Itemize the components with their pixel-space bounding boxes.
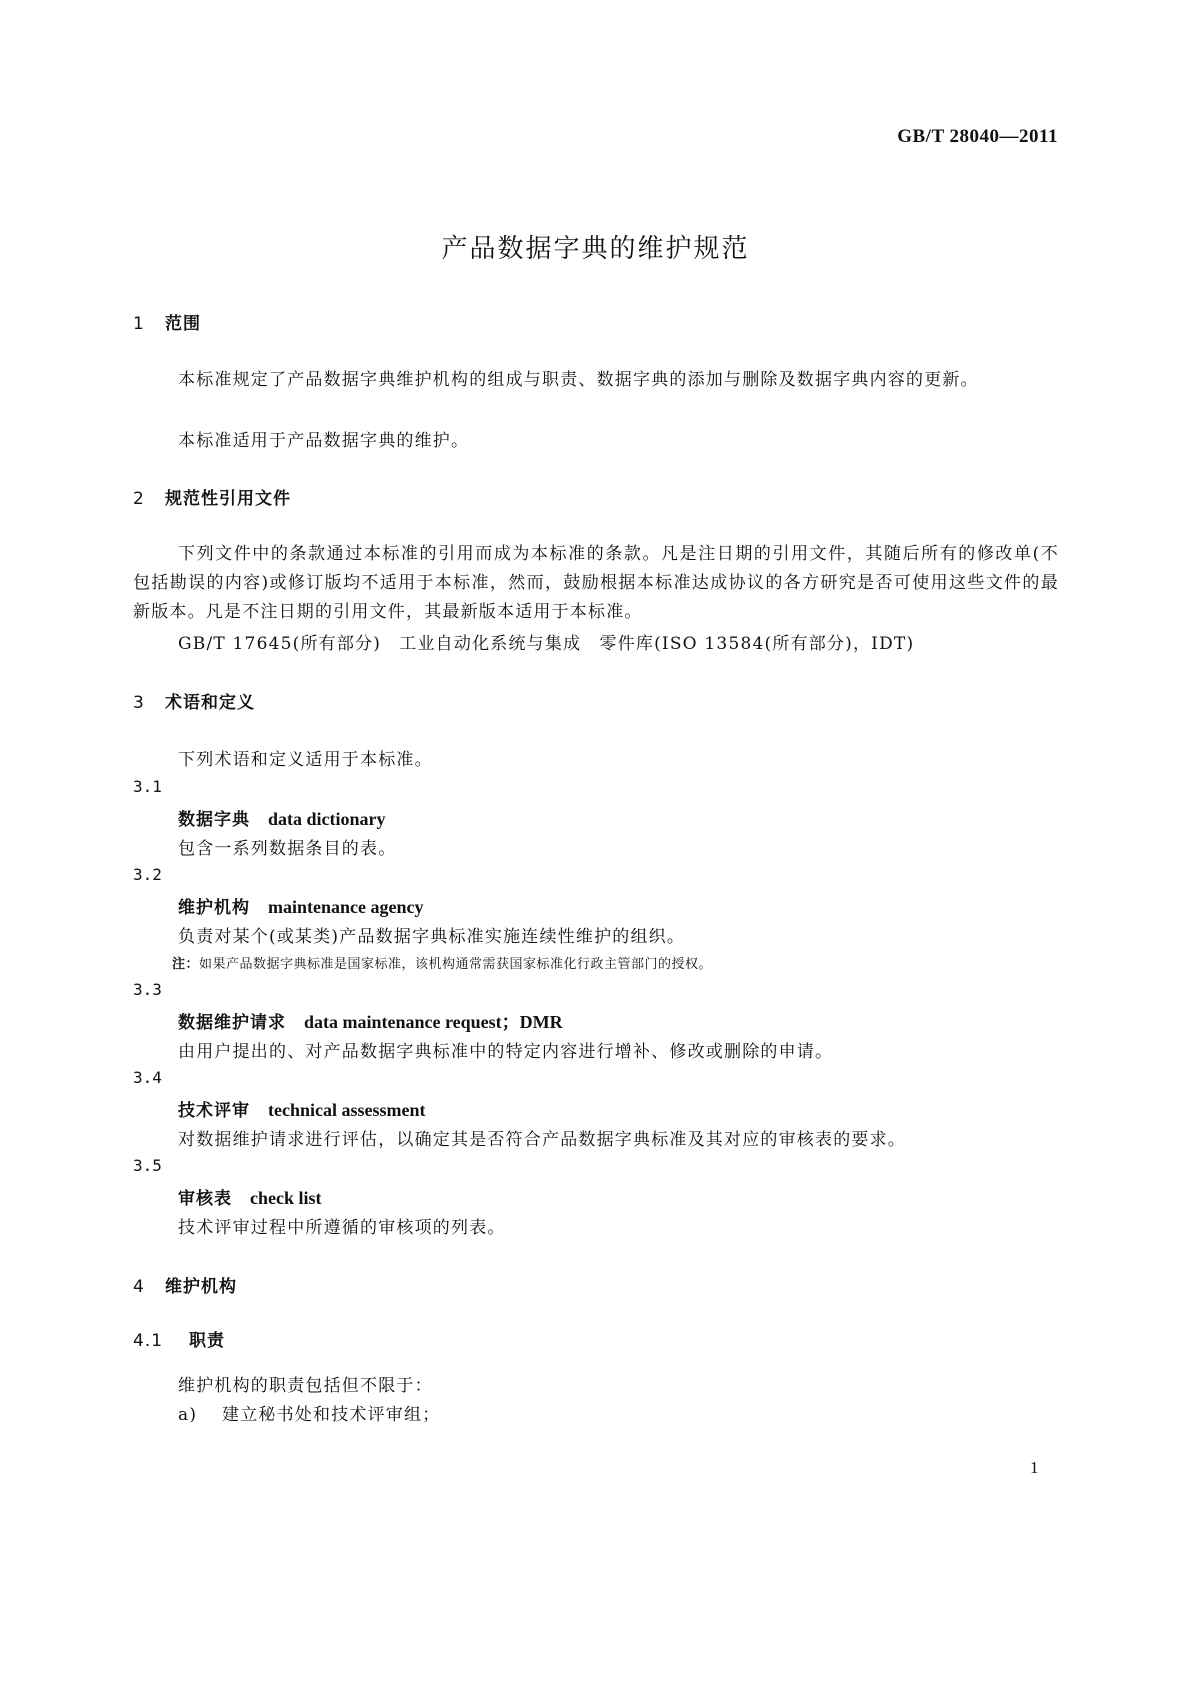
note-label: 注： — [172, 957, 200, 972]
term-note — [172, 953, 712, 972]
term-definition: 负责对某个(或某类)产品数据字典标准实施连续性维护的组织。 — [178, 927, 686, 947]
list-item-text: 建立秘书处和技术评审组； — [222, 1405, 441, 1425]
note-text: 如果产品数据字典标准是国家标准，该机构通常需获国家标准化行政主管部门的授权。 — [199, 957, 713, 972]
normative-reference: GB/T 17645(所有部分) 工业自动化系统与集成 零件库(ISO 13584(所有部分)，IDT) — [178, 634, 915, 654]
subsection-4-1-intro: 维护机构的职责包括但不限于： — [178, 1376, 433, 1396]
term-en: check list — [250, 1188, 322, 1208]
term-entry — [178, 805, 386, 830]
term-en: data maintenance request；DMR — [304, 1012, 563, 1032]
section-3-heading — [133, 688, 255, 713]
section-number: 3 — [133, 693, 145, 713]
term-cn: 数据字典 — [178, 810, 250, 830]
subsection-title: 职责 — [189, 1331, 225, 1351]
term-number: 3.1 — [133, 777, 162, 796]
list-marker: a) — [178, 1405, 198, 1425]
section-1-heading — [133, 309, 201, 334]
section-title: 术语和定义 — [165, 693, 255, 713]
section-number: 2 — [133, 489, 145, 509]
term-definition: 技术评审过程中所遵循的审核项的列表。 — [178, 1218, 506, 1238]
term-cn: 技术评审 — [178, 1101, 250, 1121]
term-en: maintenance agency — [268, 897, 424, 917]
subsection-number: 4.1 — [133, 1331, 164, 1351]
section-title: 规范性引用文件 — [165, 489, 291, 509]
term-definition: 由用户提出的、对产品数据字典标准中的特定内容进行增补、修改或删除的申请。 — [178, 1042, 834, 1062]
section-2-paragraph-1: 下列文件中的条款通过本标准的引用而成为本标准的条款。凡是注日期的引用文件，其随后所有的修改单(不包括勘误的内容)或修订版均不适用于本标准，然而，鼓励根据本标准达成协议的各方研究是否可使用这些文件的最新版本。凡是不注日期的引用文件，其最新版本适用于本标准。 — [133, 544, 1059, 622]
term-entry — [178, 1184, 322, 1209]
section-2-heading — [133, 484, 291, 509]
document-title: 产品数据字典的维护规范 — [441, 234, 750, 264]
term-entry — [178, 1008, 563, 1034]
term-entry — [178, 1096, 425, 1121]
term-en: technical assessment — [268, 1100, 426, 1120]
section-1-paragraph-2: 本标准适用于产品数据字典的维护。 — [178, 431, 470, 451]
term-number: 3.4 — [133, 1068, 162, 1087]
page-number: 1 — [1030, 1458, 1039, 1477]
section-title: 维护机构 — [165, 1277, 237, 1297]
term-entry — [178, 893, 423, 918]
term-number: 3.5 — [133, 1156, 162, 1175]
list-item — [178, 1400, 440, 1425]
term-number: 3.2 — [133, 865, 162, 884]
section-3-intro: 下列术语和定义适用于本标准。 — [178, 750, 433, 770]
section-number: 1 — [133, 314, 145, 334]
term-number: 3.3 — [133, 980, 162, 999]
term-cn: 维护机构 — [178, 898, 250, 918]
section-title: 范围 — [165, 314, 201, 334]
term-definition: 包含一系列数据条目的表。 — [178, 839, 397, 859]
term-cn: 数据维护请求 — [178, 1013, 286, 1033]
term-definition: 对数据维护请求进行评估，以确定其是否符合产品数据字典标准及其对应的审核表的要求。 — [178, 1130, 906, 1150]
section-1-paragraph-1: 本标准规定了产品数据字典维护机构的组成与职责、数据字典的添加与删除及数据字典内容的更新。 — [178, 370, 979, 390]
subsection-4-1-heading — [133, 1326, 225, 1351]
section-number: 4 — [133, 1277, 145, 1297]
standard-code: GB/T 28040—2011 — [897, 126, 1058, 147]
section-4-heading — [133, 1272, 237, 1297]
term-en: data dictionary — [268, 809, 386, 829]
term-cn: 审核表 — [178, 1189, 232, 1209]
